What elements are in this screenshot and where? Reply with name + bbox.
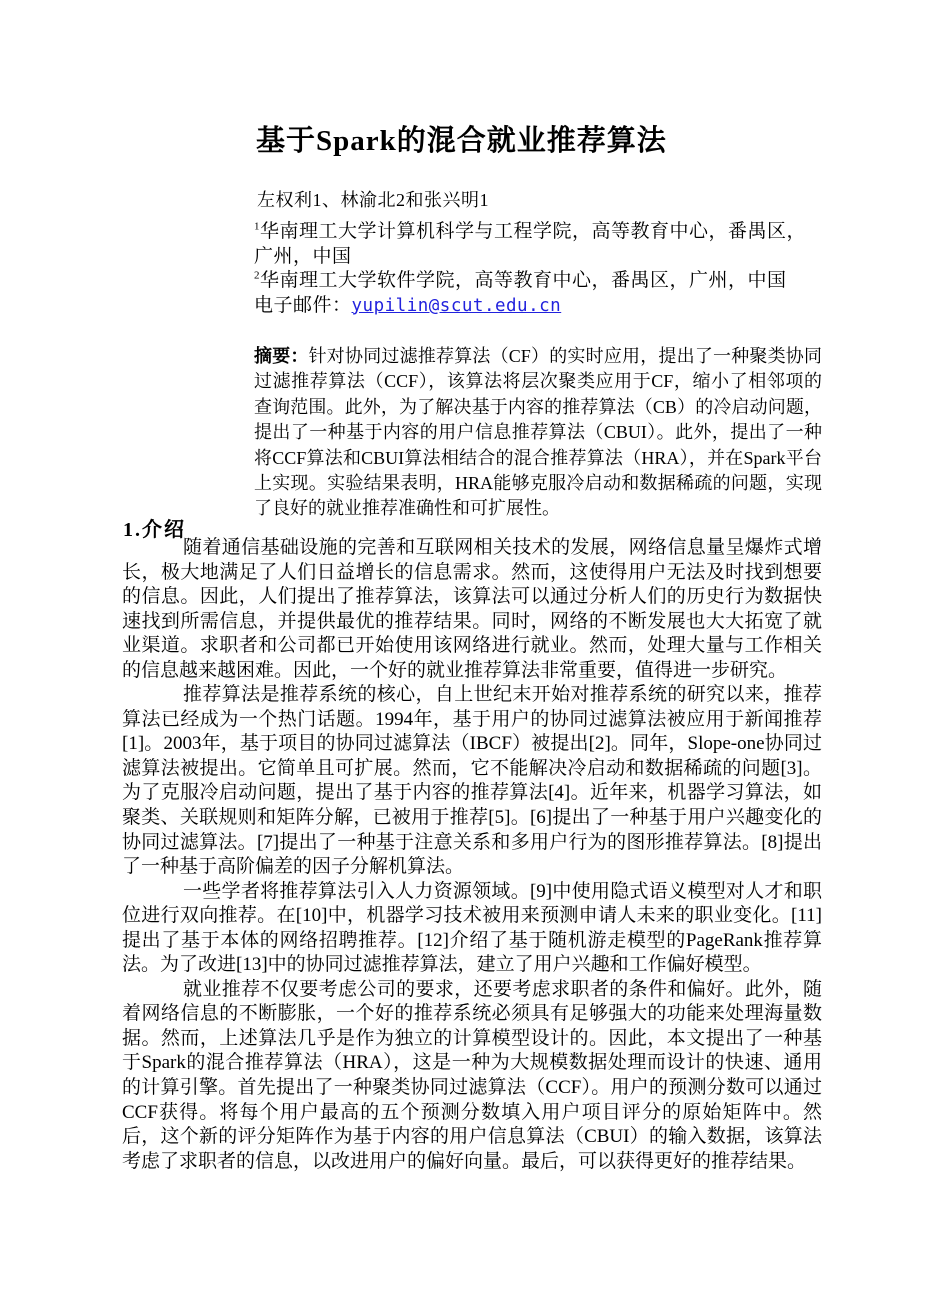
affiliation-1 <box>254 220 810 269</box>
paragraph-3: 一些学者将推荐算法引入人力资源领域。[9]中使用隐式语义模型对人才和职位进行双向推荐。在[10]中，机器学习技术被用来预测申请人未来的职业变化。[11]提出了基于本体的网络招聘推荐。[12]介绍了基于随机游走模型的PageRank推荐算法。为了改进[13]中的协同过滤推荐算法，建立了用户兴趣和工作偏好模型。 <box>122 880 822 976</box>
abstract-text: 针对协同过滤推荐算法（CF）的实时应用，提出了一种聚类协同过滤推荐算法（CCF），该算法将层次聚类应用于CF，缩小了相邻项的查询范围。此外，为了解决基于内容的推荐算法（CB）的冷启动问题，提出了一种基于内容的用户信息推荐算法（CBUI）。此外，提出了一种将CCF算法和CBUI算法相结合的混合推荐算法（HRA），并在Spark平台上实现。实验结果表明，HRA能够克服冷启动和数据稀疏的问题，实现了良好的就业推荐准确性和可扩展性。 <box>254 346 823 519</box>
authors-line: 左权利1、林渝北2和张兴明1 <box>257 190 489 210</box>
paragraph-4: 就业推荐不仅要考虑公司的要求，还要考虑求职者的条件和偏好。此外，随着网络信息的不断膨胀，一个好的推荐系统必须具有足够强大的功能来处理海量数据。然而，上述算法几乎是作为独立的计算模型设计的。因此，本文提出了一种基于Spark的混合推荐算法（HRA），这是一种为大规模数据处理而设计的快速、通用的计算引擎。首先提出了一种聚类协同过滤算法（CCF）。用户的预测分数可以通过CCF获得。将每个用户最高的五个预测分数填入用户项目评分的原始矩阵中。然后，这个新的评分矩阵作为基于内容的用户信息算法（CBUI）的输入数据，该算法考虑了求职者的信息，以改进用户的偏好向量。最后，可以获得更好的推荐结果。 <box>122 978 822 1172</box>
affiliation-block <box>254 220 810 318</box>
introduction-body <box>122 536 822 1174</box>
affiliation-1-marker: 1 <box>254 220 260 233</box>
abstract-label: 摘要： <box>254 346 309 366</box>
email-line <box>254 294 810 319</box>
affiliation-2-marker: 2 <box>254 269 260 282</box>
email-label: 电子邮件： <box>254 294 352 316</box>
paper-title: 基于Spark的混合就业推荐算法 <box>256 125 667 157</box>
email-link[interactable]: yupilin@scut.edu.cn <box>351 295 562 316</box>
paragraph-1: 随着通信基础设施的完善和互联网相关技术的发展，网络信息量呈爆炸式增长，极大地满足了人们日益增长的信息需求。然而，这使得用户无法及时找到想要的信息。因此，人们提出了推荐算法，该算法可以通过分析人们的历史行为数据快速找到所需信息，并提供最优的推荐结果。同时，网络的不断发展也大大拓宽了就业渠道。求职者和公司都已开始使用该网络进行就业。然而，处理大量与工作相关的信息越来越困难。因此，一个好的就业推荐算法非常重要，值得进一步研究。 <box>122 537 822 681</box>
paragraph-2: 推荐算法是推荐系统的核心，自上世纪末开始对推荐系统的研究以来，推荐算法已经成为一个热门话题。1994年，基于用户的协同过滤算法被应用于新闻推荐[1]。2003年，基于项目的协同过滤算法（IBCF）被提出[2]。同年，Slope-one协同过滤算法被提出。它简单且可扩展。然而，它不能解决冷启动和数据稀疏的问题[3]。为了克服冷启动问题，提出了基于内容的推荐算法[4]。近年来，机器学习算法，如聚类、关联规则和矩阵分解，已被用于推荐[5]。[6]提出了一种基于用户兴趣变化的协同过滤算法。[7]提出了一种基于注意关系和多用户行为的图形推荐算法。[8]提出了一种基于高阶偏差的因子分解机算法。 <box>122 684 822 878</box>
affiliation-2-text: 华南理工大学软件学院，高等教育中心，番禺区，广州，中国 <box>260 270 787 291</box>
section-heading-introduction: 1.介绍 <box>123 519 186 541</box>
affiliation-1-text: 华南理工大学计算机科学与工程学院，高等教育中心，番禺区，广州，中国 <box>254 221 807 267</box>
affiliation-2 <box>254 269 810 294</box>
abstract-block <box>254 344 822 522</box>
